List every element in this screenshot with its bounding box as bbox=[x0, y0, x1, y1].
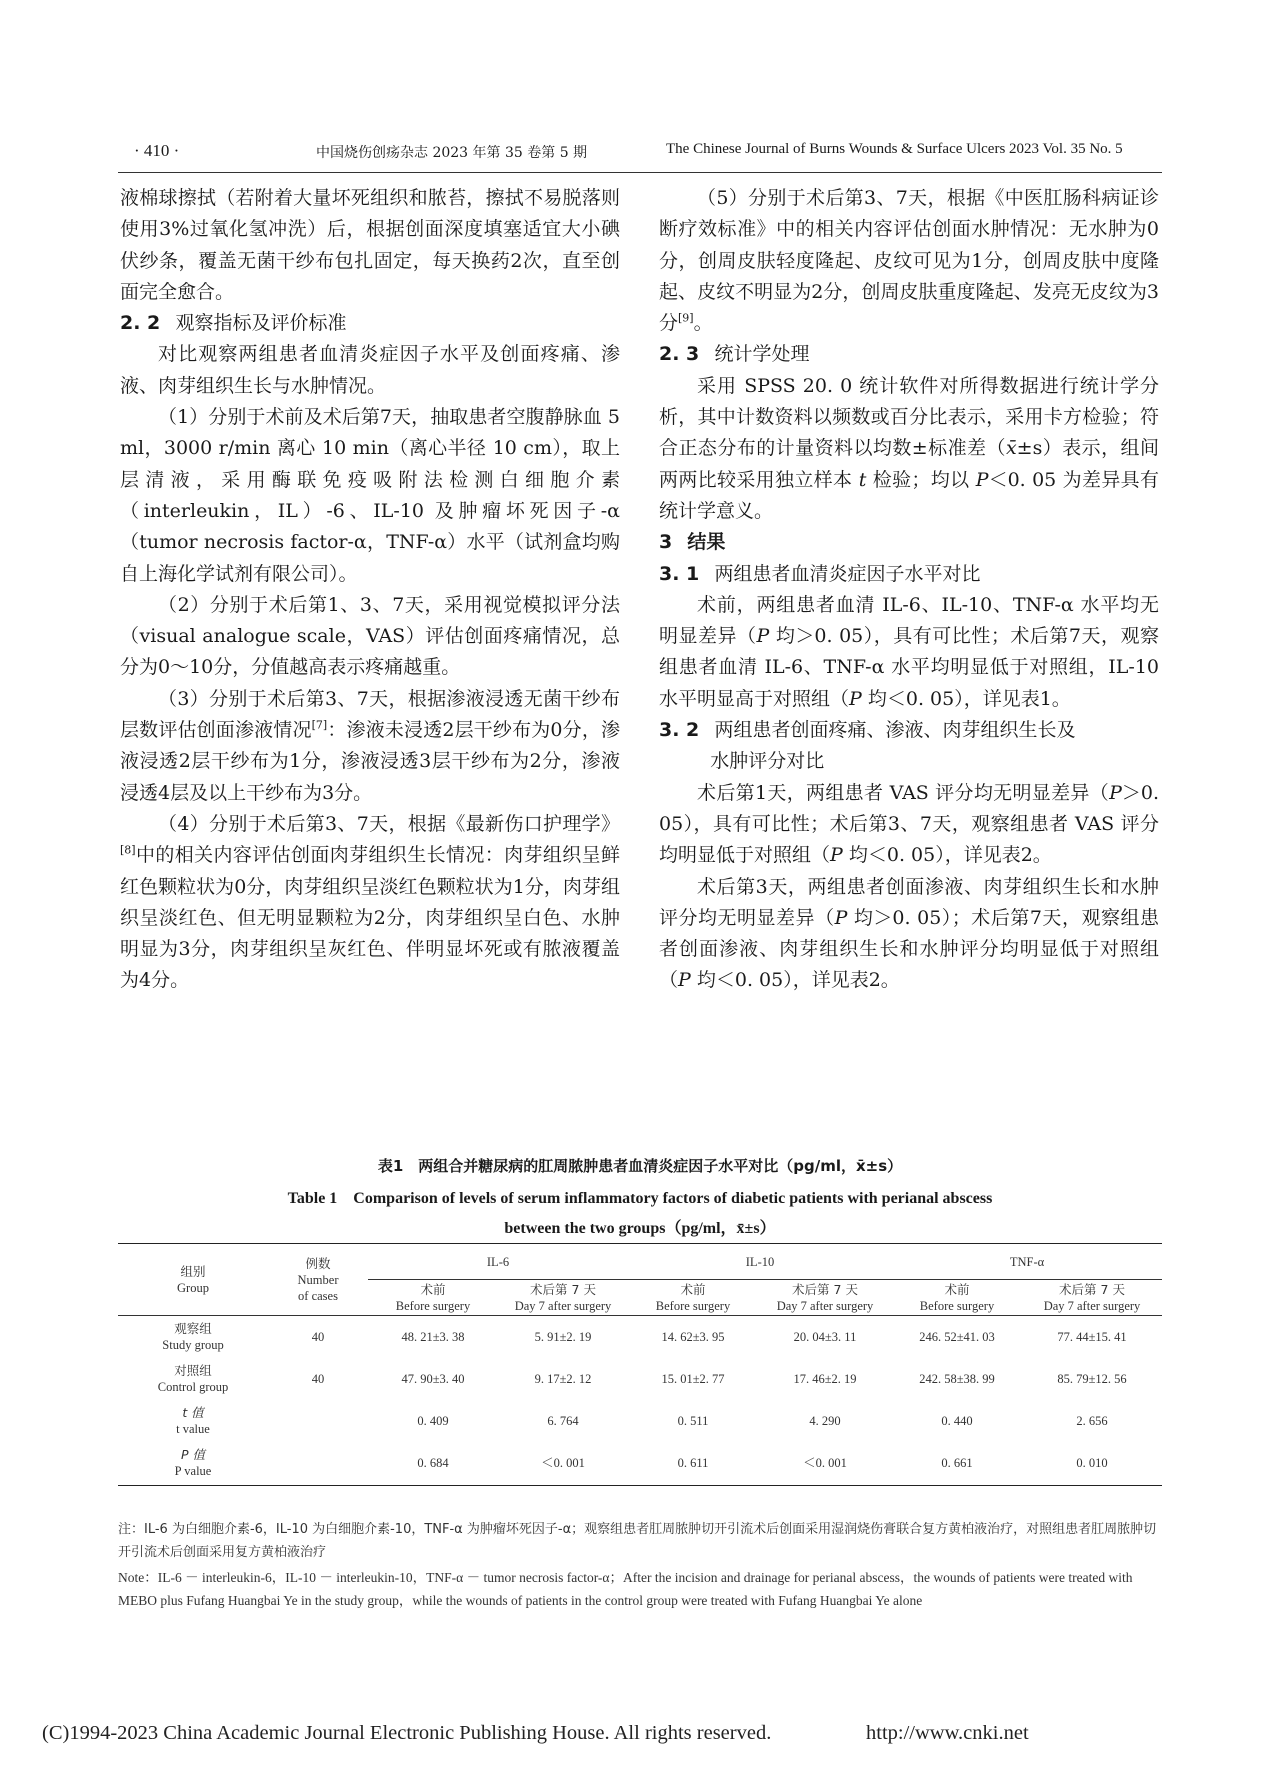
journal-title-en: The Chinese Journal of Burns Wounds & Surface Ulcers 2023 Vol. 35 No. 5 bbox=[666, 141, 1123, 157]
text-run: ＞0. 05），具有可比性；术后第3、7天，观察组患者 VAS 评分均明显低于对照组（ bbox=[659, 781, 1159, 867]
text-run: 检验；均以 bbox=[866, 468, 976, 491]
table-cell: 0. 409 bbox=[417, 1413, 449, 1428]
section-heading-2-2 bbox=[120, 308, 620, 339]
table-row bbox=[118, 1442, 1162, 1486]
table-cell: 242. 58±38. 99 bbox=[919, 1371, 995, 1386]
table-cell: 5. 91±2. 19 bbox=[534, 1329, 592, 1344]
column-header-cases: 例数 Number of cases bbox=[268, 1244, 368, 1316]
text-run: 术前，两组患者血清 IL-6、IL-10、TNF-α 水平均无明显差异（ bbox=[659, 593, 1159, 648]
table-cell: 0. 440 bbox=[941, 1413, 973, 1428]
paragraph bbox=[659, 371, 1159, 527]
section-number: 3. 1 bbox=[659, 562, 700, 585]
row-label: 对照组 Control group bbox=[157, 1362, 229, 1394]
math-symbol: P bbox=[678, 969, 691, 992]
section-number: 2. 3 bbox=[659, 343, 700, 366]
table-caption-en: Table 1 Comparison of levels of serum inflammatory factors of diabetic patients with perianal abscess bbox=[287, 1190, 993, 1207]
section-number: 3 bbox=[659, 531, 673, 554]
table-cell: 47. 90±3. 40 bbox=[401, 1371, 465, 1386]
text-run: ＜0. 05 为差异具有统计学意义。 bbox=[659, 468, 1159, 522]
table-row bbox=[118, 1316, 1162, 1358]
table-row bbox=[118, 1400, 1162, 1442]
table-caption-en-cont: between the two groups（pg/ml，x̄±s） bbox=[504, 1220, 776, 1237]
section-title-cont: 水肿评分对比 bbox=[710, 750, 825, 773]
table-cell: ＜0. 001 bbox=[498, 1442, 628, 1486]
table-cell: 48. 21±3. 38 bbox=[401, 1329, 465, 1344]
math-symbol: P bbox=[1109, 781, 1122, 804]
row-label: t 值 t value bbox=[176, 1404, 210, 1436]
section-heading-3-1 bbox=[659, 559, 1159, 590]
text-run: （3）分别于术后第3、7天，根据渗液浸透无菌干纱布层数评估创面渗液情况 bbox=[120, 687, 620, 742]
table-row bbox=[118, 1358, 1162, 1400]
section-title: 两组患者血清炎症因子水平对比 bbox=[714, 562, 981, 585]
text-run: ±s）表示，组间两两比较采用独立样本 bbox=[659, 437, 1159, 491]
text-run: 术后第1天，两组患者 VAS 评分均无明显差异（ bbox=[697, 781, 1110, 804]
column-header-post: 术后第 7 天 Day 7 after surgery bbox=[1022, 1280, 1162, 1316]
section-heading-2-3 bbox=[659, 339, 1159, 370]
table-cell bbox=[268, 1400, 368, 1442]
table-cell: 4. 290 bbox=[809, 1413, 841, 1428]
table-cell: 0. 661 bbox=[892, 1442, 1022, 1486]
math-symbol: P bbox=[849, 687, 862, 710]
table-cell: ＜0. 001 bbox=[758, 1442, 892, 1486]
table-cell: 20. 04±3. 11 bbox=[793, 1329, 857, 1344]
text-run: 均＞0. 05）；术后第7天，观察组患者创面渗液、肉芽组织生长和水肿评分均明显低于对照组（ bbox=[659, 906, 1159, 992]
footer-link[interactable]: http://www.cnki.net bbox=[866, 1722, 1029, 1744]
table-cell: 9. 17±2. 12 bbox=[534, 1371, 592, 1386]
column-header-il6: IL-6 bbox=[368, 1244, 628, 1280]
paragraph bbox=[659, 872, 1159, 997]
column-header-pre: 术前 Before surgery bbox=[368, 1280, 498, 1316]
copyright-notice: (C)1994-2023 China Academic Journal Electronic Publishing House. All rights reserved. bbox=[42, 1722, 772, 1744]
section-heading-3-2 bbox=[659, 715, 1159, 778]
section-number: 2. 2 bbox=[120, 312, 161, 335]
citation: [9] bbox=[678, 311, 694, 325]
page-number: · 410 · bbox=[134, 141, 180, 160]
table-note-en: Note：IL-6 － interleukin-6，IL-10 － interleukin-10，TNF-α － tumor necrosis factor-α；After the incision and drainage for perianal abscess，the wounds of patients were treated with MEBO plus Fufang Huangbai Ye in the study group，while the wounds of patients in the control group were treated with Fufang Huangbai Ye alone bbox=[118, 1570, 1133, 1608]
table-cell: 0. 611 bbox=[628, 1442, 758, 1486]
text-run: 均＜0. 05），详见表2。 bbox=[842, 844, 1052, 867]
text-run: 均＜0. 05），详见表1。 bbox=[861, 687, 1071, 710]
math-symbol: P bbox=[756, 625, 770, 648]
math-symbol: P bbox=[834, 906, 848, 929]
table-cell: 6. 764 bbox=[547, 1413, 579, 1428]
column-header-group: 组别 Group bbox=[118, 1244, 268, 1316]
text-run: ：渗液未浸透2层干纱布为0分，渗液浸透2层干纱布为1分，渗液浸透3层干纱布为2分，渗液浸透4层及以上干纱布为3分。 bbox=[120, 719, 620, 804]
table-cell: 14. 62±3. 95 bbox=[661, 1329, 725, 1344]
section-heading-3 bbox=[659, 527, 1159, 558]
left-column bbox=[120, 183, 620, 997]
paragraph bbox=[659, 778, 1159, 872]
text-run: 术后第3天，两组患者创面渗液、肉芽组织生长和水肿评分均无明显差异（ bbox=[659, 875, 1159, 929]
column-header-pre: 术前 Before surgery bbox=[892, 1280, 1022, 1316]
table-cell: 40 bbox=[311, 1329, 325, 1344]
math-symbol: x̄ bbox=[1005, 437, 1017, 460]
text-run: 中的相关内容评估创面肉芽组织生长情况：肉芽组织呈鲜红色颗粒状为0分，肉芽组织呈淡红色颗粒状为1分，肉芽组织呈淡红色、但无明显颗粒为2分，肉芽组织呈白色、水肿明显为3分，肉芽组织呈灰红色、伴明显坏死或有脓液覆盖为4分。 bbox=[120, 844, 620, 992]
text-run: （5）分别于术后第3、7天，根据《中医肛肠科病证诊断疗效标准》中的相关内容评估创面水肿情况：无水肿为0分，创周皮肤轻度隆起、皮纹可见为1分，创周皮肤中度隆起、皮纹不明显为2分，创周皮肤重度隆起、发亮无皮纹为3分 bbox=[659, 187, 1159, 335]
row-label: P 值 P value bbox=[118, 1442, 268, 1486]
header-rule bbox=[118, 172, 1162, 173]
right-column bbox=[659, 183, 1159, 997]
table-note-cn: 注：IL-6 为白细胞介素-6，IL-10 为白细胞介素-10，TNF-α 为肿瘤坏死因子-α；观察组患者肛周脓肿切开引流术后创面采用湿润烧伤膏联合复方黄柏液治疗，对照组患者肛周脓肿切开引流术后创面采用复方黄柏液治疗 bbox=[118, 1522, 1157, 1560]
table-cell: 0. 684 bbox=[368, 1442, 498, 1486]
column-header-pre: 术前 Before surgery bbox=[628, 1280, 758, 1316]
paragraph: （2）分别于术后第1、3、7天，采用视觉模拟评分法（visual analogue scale，VAS）评估创面疼痛情况，总分为0～10分，分值越高表示疼痛越重。 bbox=[120, 593, 620, 679]
column-header-tnf: TNF-α bbox=[892, 1244, 1162, 1280]
row-label: 观察组 Study group bbox=[162, 1320, 224, 1352]
math-symbol: P bbox=[830, 844, 843, 867]
paragraph bbox=[120, 684, 620, 809]
math-symbol: t bbox=[858, 468, 867, 491]
table-cell: 15. 01±2. 77 bbox=[661, 1371, 725, 1386]
section-title: 两组患者创面疼痛、渗液、肉芽组织生长及 bbox=[714, 719, 1076, 742]
table-cell: 77. 44±15. 41 bbox=[1057, 1329, 1127, 1344]
text-run: 均＞0. 05），具有可比性；术后第7天，观察组患者血清 IL-6、TNF-α 水平均明显低于对照组，IL-10 水平明显高于对照组（ bbox=[659, 625, 1159, 710]
section-number: 3. 2 bbox=[659, 719, 700, 742]
text-run: 。 bbox=[693, 312, 713, 335]
table-cell: 246. 52±41. 03 bbox=[919, 1329, 995, 1344]
paragraph: 液棉球擦拭（若附着大量坏死组织和脓苔，擦拭不易脱落则使用3%过氧化氢冲洗）后，根据创面深度填塞适宜大小碘伏纱条，覆盖无菌干纱布包扎固定，每天换药2次，直至创面完全愈合。 bbox=[120, 187, 620, 303]
column-header-post: 术后第 7 天 Day 7 after surgery bbox=[498, 1280, 628, 1316]
table-cell: 17. 46±2. 19 bbox=[793, 1371, 857, 1386]
column-header-il10: IL-10 bbox=[628, 1244, 892, 1280]
text-run: 采用 SPSS 20. 0 统计软件对所得数据进行统计学分析，其中计数资料以频数或百分比表示，采用卡方检验；符合正态分布的计量资料以均数±标准差（ bbox=[659, 374, 1159, 460]
running-header bbox=[118, 141, 1162, 165]
section-title: 观察指标及评价标准 bbox=[175, 312, 347, 335]
journal-title-cn: 中国烧伤创疡杂志 2023 年第 35 卷第 5 期 bbox=[316, 145, 588, 161]
paragraph bbox=[659, 590, 1159, 715]
table-cell bbox=[268, 1442, 368, 1486]
data-table bbox=[118, 1243, 1162, 1486]
math-symbol: P bbox=[975, 468, 989, 491]
text-run: （4）分别于术后第3、7天，根据《最新伤口护理学》 bbox=[158, 812, 620, 835]
citation: [8] bbox=[120, 843, 136, 857]
section-title: 结果 bbox=[687, 531, 726, 554]
table-cell: 85. 79±12. 56 bbox=[1057, 1371, 1127, 1386]
paragraph bbox=[120, 809, 620, 997]
table-cell: 0. 010 bbox=[1022, 1442, 1162, 1486]
table-cell: 2. 656 bbox=[1076, 1413, 1108, 1428]
table-caption-cn: 表1 两组合并糖尿病的肛周脓肿患者血清炎症因子水平对比（pg/ml，x̄±s） bbox=[377, 1157, 903, 1175]
section-title: 统计学处理 bbox=[714, 343, 810, 366]
paragraph bbox=[659, 183, 1159, 339]
citation: [7] bbox=[311, 718, 328, 732]
text-run: 均＜0. 05），详见表2。 bbox=[690, 969, 900, 992]
column-header-post: 术后第 7 天 Day 7 after surgery bbox=[758, 1280, 892, 1316]
paragraph: 对比观察两组患者血清炎症因子水平及创面疼痛、渗液、肉芽组织生长与水肿情况。 bbox=[120, 343, 620, 397]
table-cell: 0. 511 bbox=[677, 1413, 709, 1428]
paragraph: （1）分别于术前及术后第7天，抽取患者空腹静脉血 5 ml，3000 r/min 离心 10 min（离心半径 10 cm），取上层清液，采用酶联免疫吸附法检测白细胞介素（interleukin，IL）-6、IL-10 及肿瘤坏死因子-α（tumor necrosis factor-α，TNF-α）水平（试剂盒均购自上海化学试剂有限公司）。 bbox=[120, 406, 620, 585]
table-cell: 40 bbox=[311, 1371, 325, 1386]
